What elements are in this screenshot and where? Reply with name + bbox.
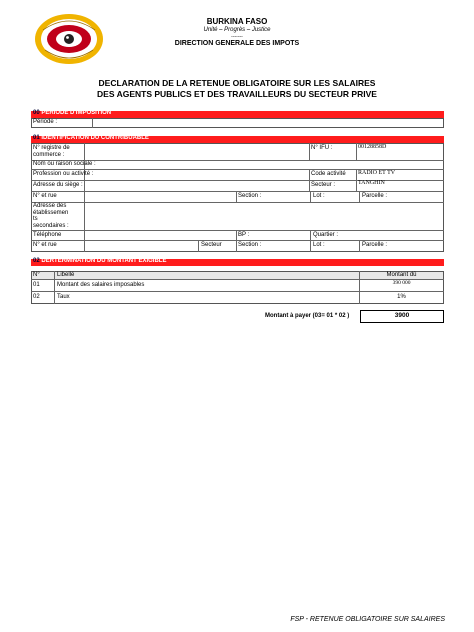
section-00-header	[31, 111, 444, 118]
row-1-montant: 390 000	[392, 280, 411, 286]
col-libelle-header: Libellé	[57, 272, 75, 278]
footer-text: FSP - RETENUE OBLIGATOIRE SUR SALAIRES	[290, 616, 445, 623]
divider	[236, 230, 237, 252]
row-line	[31, 191, 444, 192]
divider	[359, 191, 360, 202]
code-activite-value: RADIO ET TV	[358, 170, 396, 176]
page-title	[0, 78, 474, 100]
row-2-montant: 1%	[397, 294, 406, 300]
etab-label-3: ts	[33, 216, 38, 222]
header-separator: -------	[231, 34, 243, 40]
divider	[310, 191, 311, 202]
country-name: BURKINA FASO	[206, 17, 268, 26]
etab-label-4: secondaires :	[33, 223, 69, 229]
periode-label: Période :	[33, 119, 58, 125]
total-label: Montant à payer (03= 01 * 02 )	[265, 313, 350, 319]
national-motto: Unité – Progrès – Justice	[203, 27, 271, 33]
lot2-label: Lot :	[313, 242, 325, 248]
row-line	[31, 291, 444, 292]
label-column-divider	[84, 143, 85, 252]
siege-label: Adresse du siège :	[33, 182, 83, 188]
section-01-title: IDENTIFICATION DU CONTRIBUABLE	[41, 135, 149, 141]
parcelle2-label: Parcelle :	[362, 242, 388, 248]
divider	[356, 143, 357, 160]
divider	[198, 240, 199, 252]
col-num-header: N°	[33, 272, 40, 278]
secteur2-label: Secteur	[201, 242, 222, 248]
etab-label-2: établissemen	[33, 210, 69, 216]
ifu-value: 00128858D	[358, 144, 387, 150]
rue2-label: N° et rue	[33, 242, 57, 248]
code-activite-label: Code activité	[311, 171, 346, 177]
periode-divider	[92, 118, 93, 128]
rue-label: N° et rue	[33, 193, 57, 199]
col-montant-header: Montant dû	[386, 272, 417, 278]
divider	[310, 230, 311, 252]
nom-label: Nom ou raison sociale :	[33, 161, 96, 167]
divider	[359, 240, 360, 252]
row-2-num: 02	[33, 294, 40, 300]
row-1-num: 01	[33, 282, 40, 288]
profession-label: Profession ou activité :	[33, 171, 94, 177]
divider	[356, 169, 357, 191]
section-label: Section :	[238, 193, 262, 199]
total-value: 3900	[360, 310, 444, 323]
section2-label: Section :	[238, 242, 262, 248]
secteur-label: Secteur :	[311, 182, 336, 188]
divider	[54, 271, 55, 304]
section-02-title: DERTERMINATION DU MONTANT EXIGIBLE	[41, 258, 167, 264]
section-01-header	[31, 136, 444, 143]
divider	[309, 143, 310, 160]
secteur-value: TANGHIN	[358, 180, 385, 186]
bp-label: BP :	[238, 232, 250, 238]
divider	[309, 169, 310, 191]
row-line	[31, 202, 444, 203]
title-line-2: DES AGENTS PUBLICS ET DES TRAVAILLEURS DU SECTEUR PRIVE	[97, 89, 377, 99]
row-line	[31, 230, 444, 231]
etab-label-1: Adresse des	[33, 203, 67, 209]
telephone-label: Téléphone	[33, 232, 62, 238]
quartier-label: Quartier :	[313, 232, 339, 238]
row-line	[31, 240, 444, 241]
section-00-title: PERIODE D'IMPOSITION	[41, 110, 112, 116]
divider	[236, 191, 237, 202]
row-2-libelle: Taux	[57, 294, 70, 300]
section-02-number: 02	[33, 258, 40, 264]
direction-name: DIRECTION GENERALE DES IMPOTS	[174, 40, 300, 47]
row-1-libelle: Montant des salaires imposables	[57, 282, 145, 288]
title-line-1: DECLARATION DE LA RETENUE OBLIGATOIRE SUR LES SALAIRES	[98, 78, 376, 88]
section-02-header	[31, 259, 444, 266]
registre-label: N° registre de commerce :	[33, 145, 70, 158]
section-00-number: 00	[33, 110, 40, 116]
parcelle-label: Parcelle :	[362, 193, 388, 199]
ifu-label: N° IFU :	[311, 145, 333, 151]
section-01-number: 01	[33, 135, 40, 141]
lot-label: Lot :	[313, 193, 325, 199]
